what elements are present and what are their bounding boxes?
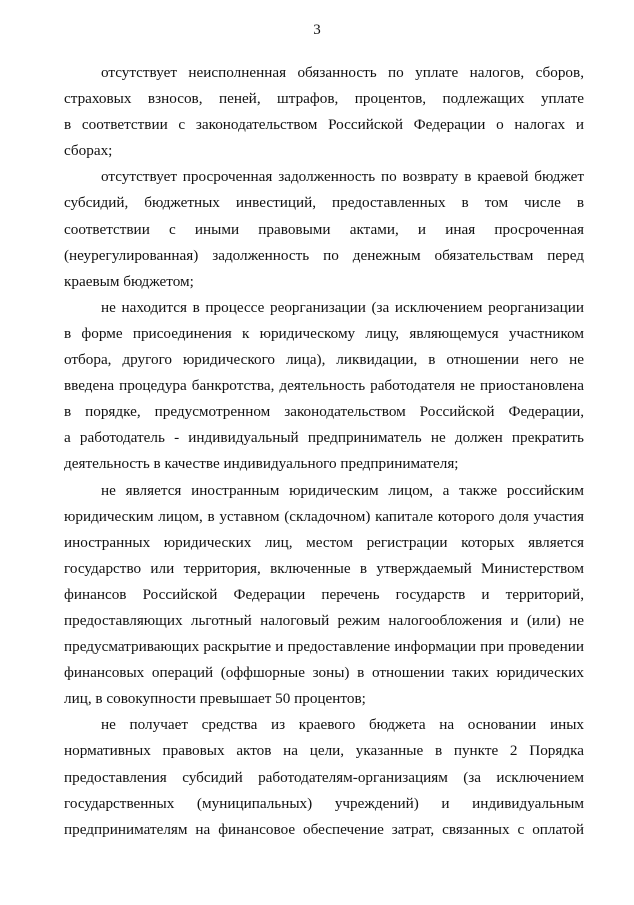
text-line: страховых взносов, пеней, штрафов, процентов, подлежащих уплате (64, 90, 584, 108)
text-line: субсидий, бюджетных инвестиций, предоставленных в том числе в (64, 194, 584, 212)
text-line: юридическим лицом, в уставном (складочном) капитале которого доля участия (64, 507, 584, 525)
text-line: отбора, другого юридического лица), ликвидации, в отношении него не (64, 351, 584, 369)
document-body (64, 60, 584, 843)
paragraph (64, 712, 584, 842)
text-line: деятельность в качестве индивидуального предпринимателя; (64, 455, 459, 473)
text-line: предусматривающих раскрытие и предоставление информации при проведении (64, 638, 584, 656)
paragraph (64, 478, 584, 713)
text-line: предпринимателям на финансовое обеспечение затрат, связанных с оплатой (64, 820, 584, 838)
text-line: иностранных юридических лиц, местом регистрации которых является (64, 533, 584, 551)
text-line: в соответствии с законодательством Российской Федерации о налогах и (64, 116, 584, 134)
text-line: в форме присоединения к юридическому лицу, являющемуся участником (64, 324, 584, 342)
text-line: лиц, в совокупности превышает 50 процентов; (64, 690, 366, 708)
text-line: не находится в процессе реорганизации (за исключением реорганизации (101, 298, 584, 316)
text-line: предоставления субсидий работодателям-организациям (за исключением (64, 768, 584, 786)
text-line: краевым бюджетом; (64, 272, 194, 290)
text-line: отсутствует неисполненная обязанность по уплате налогов, сборов, (101, 64, 584, 81)
text-line: введена процедура банкротства, деятельность работодателя не приостановлена (64, 377, 584, 395)
text-line: нормативных правовых актов на цели, указанные в пункте 2 Порядка (64, 742, 584, 760)
text-line: отсутствует просроченная задолженность по возврату в краевой бюджет (101, 168, 584, 186)
text-line: предоставляющих льготный налоговый режим налогообложения и (или) не (64, 611, 584, 629)
text-line: государственных (муниципальных) учреждений) и индивидуальным (64, 794, 584, 812)
text-line: не является иностранным юридическим лицом, а также российским (101, 481, 584, 499)
text-line: сборах; (64, 142, 113, 160)
text-line: а работодатель - индивидуальный предприниматель не должен прекратить (64, 429, 584, 447)
text-line: (неурегулированная) задолженность по денежным обязательствам перед (64, 246, 584, 264)
text-line: государство или территория, включенные в утверждаемый Министерством (64, 559, 584, 577)
text-line: не получает средства из краевого бюджета на основании иных (101, 716, 584, 734)
paragraph (64, 60, 584, 164)
text-line: финансов Российской Федерации перечень государств и территорий, (64, 585, 584, 603)
page-number: 3 (313, 22, 321, 38)
text-line: в порядке, предусмотренном законодательством Российской Федерации, (64, 403, 584, 421)
text-line: финансовых операций (оффшорные зоны) в отношении таких юридических (64, 664, 584, 682)
paragraph (64, 164, 584, 294)
text-line: соответствии с иными правовыми актами, и иная просроченная (64, 220, 584, 238)
paragraph (64, 295, 584, 478)
